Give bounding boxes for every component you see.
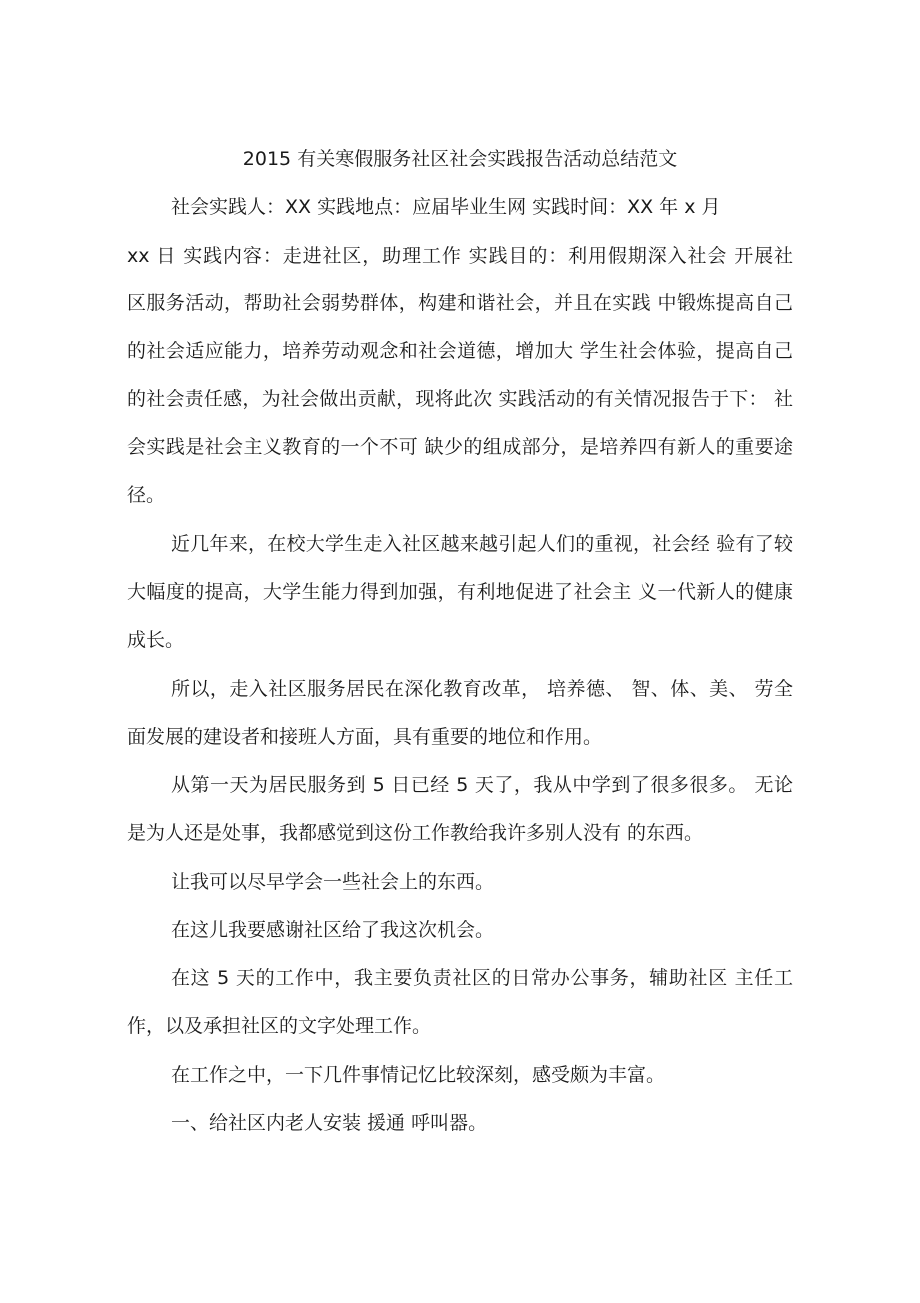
text-line: 从第一天为居民服务到 5 日已经 5 天了，我从中学到了很多很多。 无论 (171, 774, 793, 796)
text-line: 在这儿我要感谢社区给了我这次机会。 (171, 919, 495, 941)
text-line: 让我可以尽早学会一些社会上的东西。 (171, 871, 495, 893)
document-title: 2015 有关寒假服务社区社会实践报告活动总结范文 (242, 148, 678, 170)
text-line: 近几年来，在校大学生走入社区越来越引起人们的重视，社会经 验有了较 (171, 533, 793, 555)
text-line: 在这 5 天的工作中，我主要负责社区的日常办公事务，辅助社区 主任工 (171, 967, 793, 989)
text-line: 径。 (127, 484, 166, 506)
text-line: xx 日 实践内容：走进社区，助理工作 实践目的：利用假期深入社会 开展社 (127, 245, 793, 267)
text-line: 面发展的建设者和接班人方面，具有重要的地位和作用。 (127, 726, 603, 748)
text-line: 作，以及承担社区的文字处理工作。 (127, 1015, 432, 1037)
text-line: 的社会适应能力，培养劳动观念和社会道德，增加大 学生社会体验，提高自己 (127, 340, 793, 362)
text-line: 成长。 (127, 629, 185, 651)
text-line: 社会实践人：XX 实践地点：应届毕业生网 实践时间：XX 年 x 月 (171, 196, 721, 218)
text-line: 是为人还是处事，我都感觉到这份工作教给我许多别人没有 的东西。 (127, 822, 704, 844)
text-line: 区服务活动，帮助社会弱势群体，构建和谐社会，并且在实践 中锻炼提高自己 (127, 292, 793, 314)
text-line: 所以，走入社区服务居民在深化教育改革， 培养德、 智、体、美、 劳全 (171, 678, 793, 700)
text-line: 在工作之中，一下几件事情记忆比较深刻，感受颇为丰富。 (171, 1064, 666, 1086)
text-line: 一、给社区内老人安装 援通 呼叫器。 (171, 1112, 488, 1134)
text-line: 的社会责任感，为社会做出贡献，现将此次 实践活动的有关情况报告于下： 社 (127, 388, 793, 410)
text-line: 会实践是社会主义教育的一个不可 缺少的组成部分，是培养四有新人的重要途 (127, 436, 793, 458)
text-line: 大幅度的提高，大学生能力得到加强，有利地促进了社会主 义一代新人的健康 (127, 581, 793, 603)
